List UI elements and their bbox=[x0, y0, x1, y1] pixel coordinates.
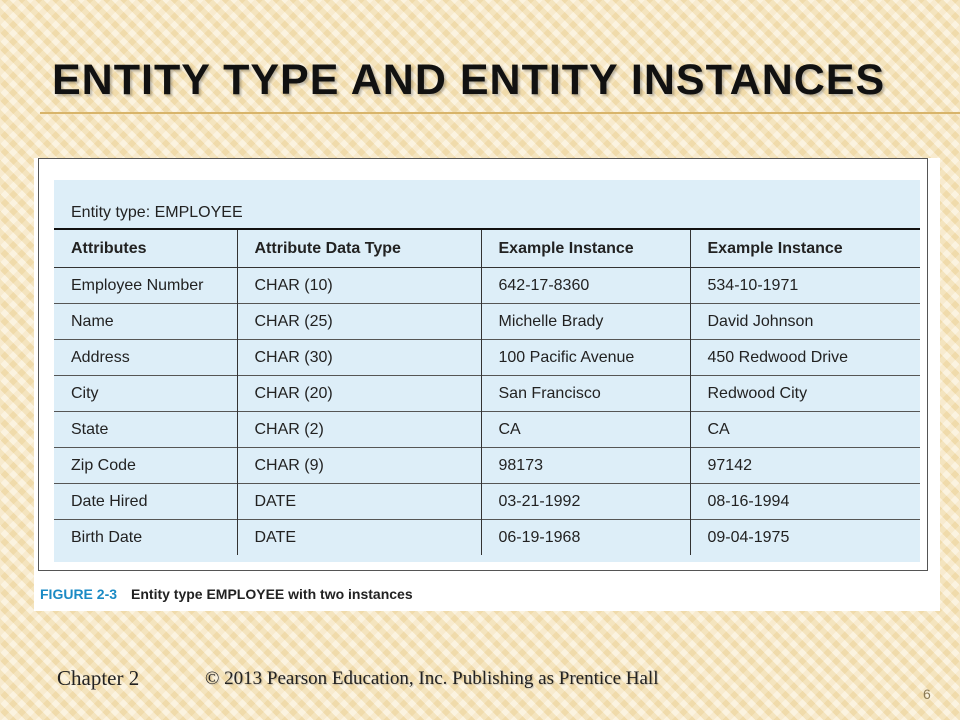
footer-chapter: Chapter 2 bbox=[57, 666, 140, 690]
table-cell: CHAR (25) bbox=[237, 304, 481, 340]
table-cell: 09-04-1975 bbox=[690, 520, 920, 556]
table-cell: 97142 bbox=[690, 448, 920, 484]
table-cell: CA bbox=[690, 412, 920, 448]
table-cell: CHAR (9) bbox=[237, 448, 481, 484]
table-cell: 534-10-1971 bbox=[690, 268, 920, 304]
footer-copyright: © 2013 Pearson Education, Inc. Publishing as Prentice Hall bbox=[205, 668, 659, 689]
table-cell: CHAR (10) bbox=[237, 268, 481, 304]
figure-caption bbox=[40, 586, 413, 602]
column-header-attributes: Attributes bbox=[71, 239, 147, 257]
table-cell: Date Hired bbox=[71, 492, 148, 510]
table-cell: DATE bbox=[237, 484, 481, 520]
title-divider bbox=[40, 112, 960, 114]
table-cell: Address bbox=[71, 348, 130, 366]
table-cell: 03-21-1992 bbox=[481, 484, 690, 520]
table-row bbox=[54, 412, 920, 448]
table-row bbox=[54, 376, 920, 412]
table-cell: 06-19-1968 bbox=[481, 520, 690, 556]
page-number: 6 bbox=[923, 686, 931, 702]
table-cell: CHAR (20) bbox=[237, 376, 481, 412]
table-row bbox=[54, 268, 920, 304]
slide-title: ENTITY TYPE AND ENTITY INSTANCES bbox=[52, 56, 886, 104]
table-cell: State bbox=[71, 420, 109, 438]
table-cell: Employee Number bbox=[71, 276, 204, 294]
table-row bbox=[54, 520, 920, 556]
table-cell: Redwood City bbox=[690, 376, 920, 412]
table-cell: CHAR (2) bbox=[237, 412, 481, 448]
table-cell: CA bbox=[481, 412, 690, 448]
table-cell: 100 Pacific Avenue bbox=[481, 340, 690, 376]
table-cell: Name bbox=[71, 312, 114, 330]
table-row bbox=[54, 484, 920, 520]
table-header-row bbox=[54, 229, 920, 268]
table-cell: DATE bbox=[237, 520, 481, 556]
table-cell: 450 Redwood Drive bbox=[690, 340, 920, 376]
figure-panel bbox=[34, 158, 940, 611]
entity-type-heading: Entity type: EMPLOYEE bbox=[71, 204, 243, 221]
table-cell: 08-16-1994 bbox=[690, 484, 920, 520]
table-row bbox=[54, 448, 920, 484]
figure-caption-text: Entity type EMPLOYEE with two instances bbox=[131, 586, 413, 602]
table-frame bbox=[38, 158, 928, 571]
table-row bbox=[54, 304, 920, 340]
table-row bbox=[54, 340, 920, 376]
table-cell: City bbox=[71, 384, 99, 402]
table-cell: 98173 bbox=[481, 448, 690, 484]
employee-attribute-table bbox=[54, 228, 920, 555]
table-cell: Michelle Brady bbox=[481, 304, 690, 340]
column-header-example-instance-2: Example Instance bbox=[690, 229, 920, 268]
table-cell: CHAR (30) bbox=[237, 340, 481, 376]
table-area bbox=[54, 180, 920, 562]
figure-caption-label: FIGURE 2-3 bbox=[40, 586, 118, 602]
table-cell: 642-17-8360 bbox=[481, 268, 690, 304]
column-header-example-instance-1: Example Instance bbox=[481, 229, 690, 268]
table-cell: Zip Code bbox=[71, 456, 136, 474]
table-cell: San Francisco bbox=[481, 376, 690, 412]
table-cell: David Johnson bbox=[690, 304, 920, 340]
column-header-data-type: Attribute Data Type bbox=[237, 229, 481, 268]
table-cell: Birth Date bbox=[71, 528, 143, 546]
